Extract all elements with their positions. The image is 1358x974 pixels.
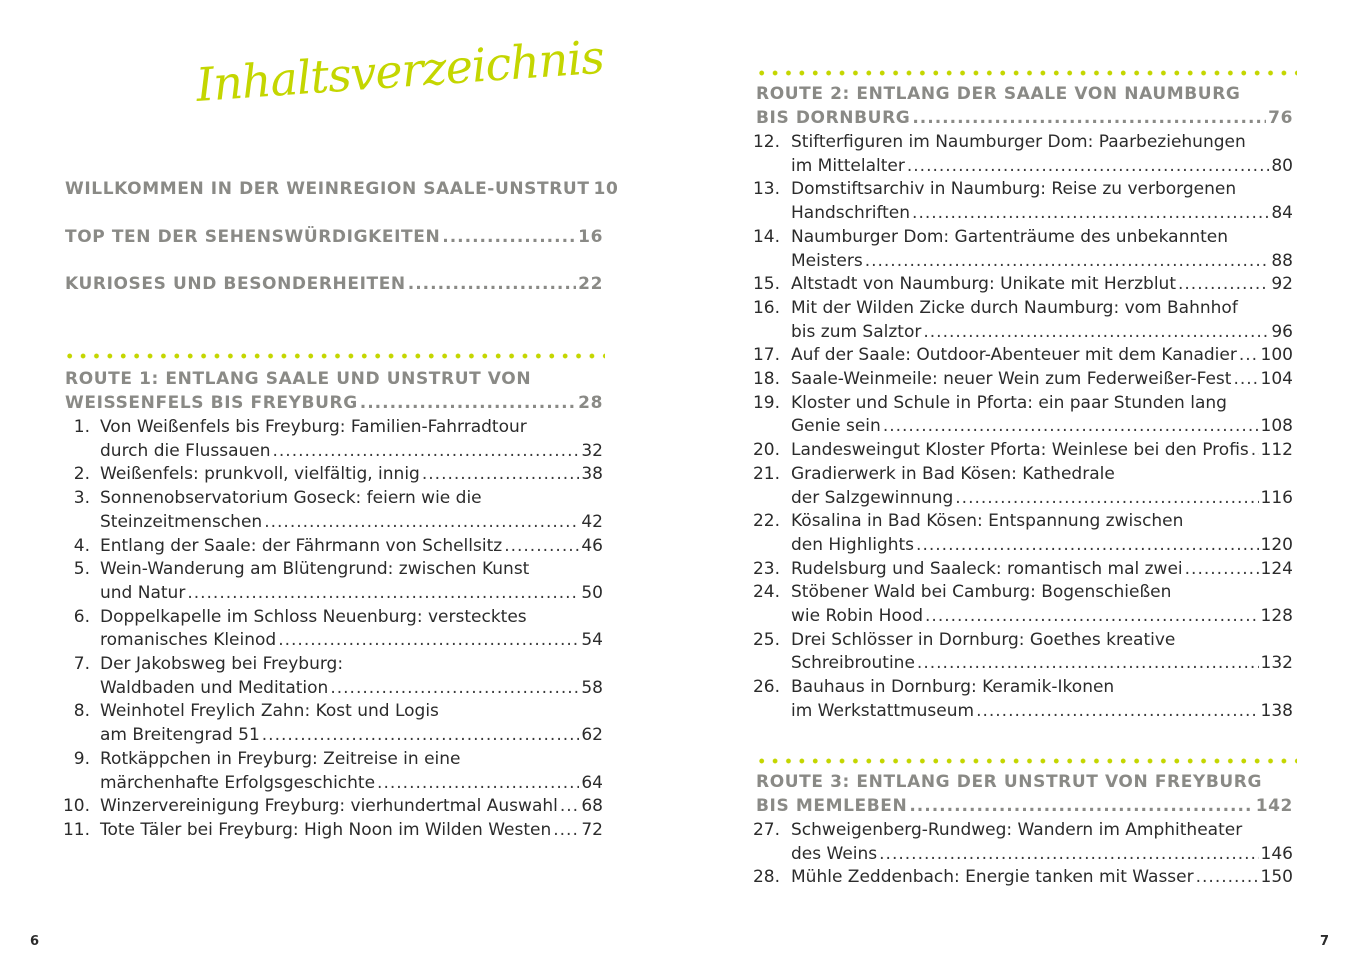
entry-line (791, 438, 1293, 462)
entry-page: 58 (581, 677, 603, 698)
entry-line (791, 842, 1293, 866)
dot-leader (955, 486, 1258, 510)
entry-page: 146 (1260, 843, 1293, 864)
entry-line (791, 343, 1293, 367)
entry-page: 120 (1260, 534, 1293, 555)
dot-leader (1196, 865, 1259, 889)
entry-line (100, 818, 603, 842)
dot-leader (1178, 272, 1269, 296)
dot-leader (330, 676, 579, 700)
route1-heading: ROUTE 1: ENTLANG SAALE UND UNSTRUT VON (65, 369, 532, 389)
entry-title-continuation: Waldbaden und Meditation (100, 677, 329, 698)
entry-page: 88 (1271, 250, 1293, 271)
dot-leader (1251, 438, 1259, 462)
page-number: 7 (1320, 934, 1330, 949)
entry-number: 12. (752, 132, 780, 152)
entry-page: 138 (1260, 700, 1293, 721)
entry-title-continuation: des Weins (791, 843, 878, 864)
entry-title: Mühle Zeddenbach: Energie tanken mit Wasser (791, 867, 1194, 888)
entry-title-continuation: Steinzeitmenschen (100, 511, 263, 532)
entry-line (791, 557, 1293, 581)
entry-number: 5. (73, 559, 90, 580)
entry-number: 24. (752, 582, 780, 603)
entry-page: 96 (1271, 321, 1293, 342)
entry-line (791, 320, 1293, 344)
entry-number: 11. (62, 819, 90, 840)
entry-title: Landesweingut Kloster Pforta: Weinlese bei den Profis (791, 440, 1249, 461)
entry-number: 20. (752, 440, 780, 461)
entry-title: Weißenfels: prunkvoll, vielfältig, innig (100, 464, 420, 485)
intro-entry (65, 177, 619, 201)
entry-title: Domstiftsarchiv in Naumburg: Reise zu verborgenen (791, 179, 1237, 200)
route2-heading-text: BIS DORNBURG (756, 108, 911, 128)
entry-title: Stöbener Wald bei Camburg: Bogenschießen (791, 582, 1172, 603)
entry-line (100, 794, 603, 818)
entry-page: 128 (1260, 606, 1293, 626)
entry-line (100, 510, 603, 534)
entry-title-continuation: Genie sein (791, 416, 881, 437)
entry-line (791, 533, 1293, 557)
entry-title: Doppelkapelle im Schloss Neuenburg: verstecktes (100, 606, 527, 627)
entry-line (791, 154, 1293, 178)
entry-title: Gradierwerk in Bad Kösen: Kathedrale (791, 463, 1115, 484)
entry-title: Sonnenobservatorium Goseck: feiern wie die (100, 488, 482, 509)
dot-leader (1233, 367, 1258, 391)
entry-line (100, 462, 603, 486)
entry-title-continuation: Schreibroutine (791, 653, 915, 674)
entry-line (791, 486, 1293, 510)
dot-leader (916, 533, 1259, 557)
entry-page: 124 (1260, 558, 1293, 579)
entry-page: 72 (581, 819, 603, 840)
dot-leader (360, 391, 576, 415)
entry-title-continuation: am Breitengrad 51 (100, 725, 260, 746)
entry-line (100, 581, 603, 605)
route3-heading-text: BIS MEMLEBEN (756, 796, 908, 816)
entry-number: 1. (73, 417, 90, 437)
dot-leader (976, 699, 1258, 723)
entry-title: Mit der Wilden Zicke durch Naumburg: vom Bahnhof (791, 297, 1238, 318)
entry-title-continuation: der Salzgewinnung (791, 487, 954, 508)
entry-number: 28. (752, 867, 780, 888)
intro-entry-page: 10 (593, 179, 619, 199)
entry-number: 7. (73, 654, 90, 674)
intro-entry (65, 272, 603, 296)
entry-page: 92 (1271, 274, 1293, 295)
route1-heading-line (65, 391, 603, 415)
entry-line (791, 865, 1293, 889)
entry-title-continuation: wie Robin Hood (791, 606, 924, 626)
entry-line (100, 676, 603, 700)
entry-number: 14. (752, 226, 780, 247)
intro-entry (65, 225, 603, 249)
entry-title: Wein-Wanderung am Blütengrund: zwischen Kunst (100, 559, 530, 580)
route3-heading: ROUTE 3: ENTLANG DER UNSTRUT VON FREYBURG (756, 772, 1263, 792)
dot-leader (907, 154, 1270, 178)
intro-entry-text: KURIOSES UND BESONDERHEITEN (65, 274, 406, 294)
dot-leader (925, 604, 1259, 628)
entry-page: 108 (1260, 416, 1293, 437)
entry-title: Drei Schlösser in Dornburg: Goethes kreative (791, 629, 1176, 650)
entry-number: 4. (73, 535, 90, 556)
entry-title: Naumburger Dom: Gartenträume des unbekannten (791, 226, 1229, 247)
entry-page: 112 (1260, 440, 1293, 461)
entry-line (791, 367, 1293, 391)
entry-title-continuation: Meisters (791, 250, 863, 271)
entry-line (791, 604, 1293, 628)
entry-page: 84 (1271, 203, 1293, 224)
entry-page: 132 (1260, 653, 1293, 674)
entry-page: 64 (581, 772, 603, 793)
entry-title: Auf der Saale: Outdoor-Abenteuer mit dem Kanadier (791, 345, 1237, 366)
route2-heading-line (756, 106, 1293, 130)
dot-leader (422, 462, 580, 486)
entry-title: Winzervereinigung Freyburg: vierhundertmal Auswahl (100, 796, 558, 817)
dot-leader (879, 842, 1258, 866)
intro-entry-text: WILLKOMMEN IN DER WEINREGION SAALE-UNSTRUT (65, 179, 590, 199)
dot-leader (553, 818, 579, 842)
entry-title: Rudelsburg und Saaleck: romantisch mal zwei (791, 558, 1183, 579)
entry-number: 17. (752, 345, 780, 366)
right-page (679, 0, 1358, 974)
entry-page: 80 (1271, 155, 1293, 176)
entry-title: Entlang der Saale: der Fährmann von Schellsitz (100, 535, 503, 556)
entry-page: 116 (1260, 487, 1293, 508)
entry-number: 27. (752, 820, 780, 840)
entry-number: 16. (752, 297, 780, 318)
entry-number: 10. (62, 796, 90, 817)
entry-page: 38 (581, 464, 603, 485)
entry-number: 13. (752, 179, 780, 200)
entry-number: 8. (73, 701, 90, 722)
route2-page: 76 (1268, 108, 1293, 128)
dot-leader (262, 723, 580, 747)
entry-page: 50 (581, 582, 603, 603)
entry-number: 2. (73, 464, 90, 485)
dot-leader (883, 414, 1259, 438)
dot-leader (909, 794, 1253, 818)
entry-title-continuation: den Highlights (791, 534, 915, 555)
entry-number: 9. (73, 748, 90, 769)
entry-page: 54 (581, 630, 603, 651)
intro-entry-page: 22 (578, 274, 603, 294)
entry-line (100, 439, 603, 463)
dot-leader (504, 534, 579, 558)
dotted-separator (63, 353, 605, 359)
entry-line (100, 534, 603, 558)
entry-line (791, 249, 1293, 273)
entry-title-continuation: im Mittelalter (791, 155, 905, 176)
entry-title: Stifterfiguren im Naumburger Dom: Paarbeziehungen (791, 132, 1246, 152)
entry-page: 104 (1260, 369, 1293, 389)
entry-page: 46 (581, 535, 603, 556)
entry-page: 150 (1260, 867, 1293, 888)
entry-number: 23. (752, 558, 780, 579)
intro-entry-page: 16 (578, 227, 603, 247)
dot-leader (912, 106, 1266, 130)
dot-leader (912, 201, 1269, 225)
entry-title: Bauhaus in Dornburg: Keramik-Ikonen (791, 677, 1115, 698)
entry-page: 100 (1260, 345, 1293, 366)
entry-line (100, 771, 603, 795)
entry-title: Saale-Weinmeile: neuer Wein zum Federweißer-Fest (791, 369, 1232, 389)
entry-line (791, 201, 1293, 225)
entry-number: 21. (752, 463, 780, 484)
entry-number: 3. (73, 488, 90, 509)
entry-number: 25. (752, 629, 780, 650)
entry-page: 32 (581, 440, 603, 461)
intro-entry-text: TOP TEN DER SEHENSWÜRDIGKEITEN (65, 227, 441, 247)
dot-leader (273, 439, 580, 463)
dot-leader (264, 510, 579, 534)
route2-heading: ROUTE 2: ENTLANG DER SAALE VON NAUMBURG (756, 84, 1241, 104)
entry-title: Schweigenberg-Rundweg: Wandern im Amphitheater (791, 820, 1243, 840)
entry-title: Von Weißenfels bis Freyburg: Familien-Fahrradtour (100, 417, 527, 437)
entry-line (100, 723, 603, 747)
entry-title-continuation: durch die Flussauen (100, 440, 271, 461)
dot-leader (278, 628, 579, 652)
route3-heading-line (756, 794, 1293, 818)
entry-line (791, 699, 1293, 723)
dot-leader (865, 249, 1270, 273)
entry-title: Rotkäppchen in Freyburg: Zeitreise in eine (100, 748, 461, 769)
entry-title: Kösalina in Bad Kösen: Entspannung zwischen (791, 511, 1184, 532)
entry-title: Kloster und Schule in Pforta: ein paar Stunden lang (791, 392, 1227, 413)
entry-title: Der Jakobsweg bei Freyburg: (100, 654, 344, 674)
entry-title-continuation: bis zum Salztor (791, 321, 922, 342)
entry-number: 22. (752, 511, 780, 532)
entry-title: Tote Täler bei Freyburg: High Noon im Wilden Westen (100, 819, 552, 840)
entry-line (791, 651, 1293, 675)
dot-leader (408, 272, 576, 296)
entry-line (100, 628, 603, 652)
entry-title: Altstadt von Naumburg: Unikate mit Herzblut (791, 274, 1176, 295)
entry-title: Weinhotel Freylich Zahn: Kost und Logis (100, 701, 439, 722)
dot-leader (377, 771, 579, 795)
entry-number: 15. (752, 274, 780, 295)
route3-page: 142 (1255, 796, 1293, 816)
dot-leader (560, 794, 580, 818)
entry-title-continuation: Handschriften (791, 203, 911, 224)
entry-title-continuation: im Werkstattmuseum (791, 700, 975, 721)
toc-title: Inhaltsverzeichnis (194, 29, 606, 113)
entry-title-continuation: märchenhafte Erfolgsgeschichte (100, 772, 376, 793)
entry-line (791, 272, 1293, 296)
entry-page: 62 (581, 725, 603, 746)
dot-leader (187, 581, 579, 605)
dot-leader (917, 651, 1259, 675)
route1-page: 28 (578, 393, 603, 413)
entry-page: 68 (581, 796, 603, 817)
dot-leader (442, 225, 576, 249)
entry-line (791, 414, 1293, 438)
dot-leader (1239, 343, 1259, 367)
route1-heading-text: WEISSENFELS BIS FREYBURG (65, 393, 358, 413)
entry-title-continuation: romanisches Kleinod (100, 630, 277, 651)
entry-number: 26. (752, 677, 780, 698)
entry-title-continuation: und Natur (100, 582, 186, 603)
page-number: 6 (30, 934, 40, 949)
entry-number: 19. (752, 392, 780, 413)
dotted-separator (755, 758, 1297, 764)
entry-number: 6. (73, 606, 90, 627)
dotted-separator (755, 70, 1297, 76)
entry-page: 42 (581, 511, 603, 532)
dot-leader (923, 320, 1269, 344)
dot-leader (1185, 557, 1259, 581)
entry-number: 18. (752, 369, 780, 389)
